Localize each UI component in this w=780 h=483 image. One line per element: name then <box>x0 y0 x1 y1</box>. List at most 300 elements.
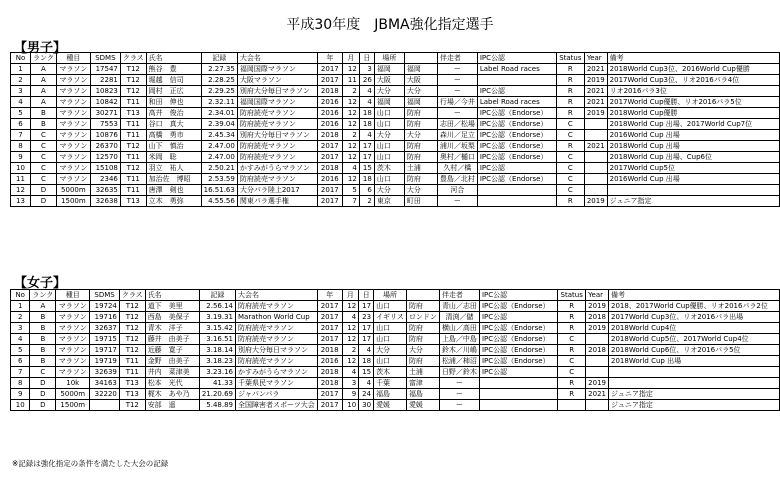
cell-sdms: 32637 <box>90 323 120 334</box>
header-ipc: IPC公認 <box>479 290 557 301</box>
cell-competition: 防府読売マラソン <box>237 119 317 130</box>
cell-record: 3.15.42 <box>199 323 235 334</box>
cell-year: 2017 <box>317 400 342 411</box>
cell-month: 9 <box>342 389 359 400</box>
cell-rank: B <box>30 312 56 323</box>
cell-ipc: IPC公認（Endorse） <box>477 130 556 141</box>
men-table <box>10 52 780 207</box>
cell-rank: D <box>30 378 56 389</box>
cell-year: 2016 <box>317 119 342 130</box>
cell-place-city: 愛媛 <box>406 400 439 411</box>
cell-guide: 久村／橋 <box>437 163 477 174</box>
cell-class: T12 <box>120 75 146 86</box>
cell-year: 2018 <box>317 345 342 356</box>
cell-ipc <box>477 185 556 196</box>
cell-status-year: 2021 <box>586 389 609 400</box>
cell-class: T11 <box>120 152 146 163</box>
cell-no: 12 <box>11 185 31 196</box>
cell-class: T12 <box>119 400 145 411</box>
cell-month: 2 <box>342 86 359 97</box>
cell-status-year: 2018 <box>586 312 609 323</box>
cell-guide: ー <box>439 400 479 411</box>
cell-day: 2 <box>359 196 374 207</box>
cell-day: 18 <box>359 174 374 185</box>
cell-no: 1 <box>11 64 31 75</box>
cell-year: 2017 <box>317 312 342 323</box>
cell-rank: A <box>31 97 57 108</box>
cell-name: 谷口 真大 <box>146 119 201 130</box>
cell-record: 3.16.51 <box>199 334 235 345</box>
cell-rank: B <box>30 345 56 356</box>
cell-day: 17 <box>359 152 374 163</box>
cell-place-pref: 福岡 <box>374 64 404 75</box>
cell-status-year: 2019 <box>584 75 607 86</box>
cell-record: 2.47.00 <box>201 141 237 152</box>
cell-place-city: 防府 <box>404 119 437 130</box>
cell-place-pref: 千葉 <box>374 378 407 389</box>
table-row <box>11 64 780 75</box>
cell-sdms: 12570 <box>90 152 120 163</box>
cell-status: C <box>556 152 584 163</box>
cell-event: マラソン <box>56 141 90 152</box>
cell-name: 松本 光代 <box>145 378 199 389</box>
cell-no: 9 <box>11 152 31 163</box>
cell-record: 2.47.00 <box>201 152 237 163</box>
cell-ipc: IPC公認 <box>477 163 556 174</box>
cell-class: T13 <box>120 108 146 119</box>
cell-sdms: 30271 <box>90 108 120 119</box>
cell-record: 2.39.04 <box>201 119 237 130</box>
cell-no: 2 <box>11 75 31 86</box>
cell-notes: 2018World Cup 出場 <box>609 356 780 367</box>
cell-event: マラソン <box>56 323 90 334</box>
cell-ipc: IPC公認（Endorse） <box>477 141 556 152</box>
cell-sdms: 2281 <box>90 75 120 86</box>
cell-name: 金野 由美子 <box>145 356 199 367</box>
cell-event: マラソン <box>56 163 90 174</box>
cell-competition: 別府大分毎日マラソン <box>237 130 317 141</box>
cell-place-city: 防府 <box>406 356 439 367</box>
cell-no: 2 <box>11 312 30 323</box>
cell-record: 21.20.69 <box>199 389 235 400</box>
cell-guide: 鈴木／川嶋 <box>439 345 479 356</box>
cell-month: 12 <box>342 356 359 367</box>
cell-event: マラソン <box>56 301 90 312</box>
cell-status-year: 2021 <box>584 141 607 152</box>
table-row <box>11 301 780 312</box>
cell-day: 17 <box>359 334 374 345</box>
cell-guide: 奥村／樋口 <box>437 152 477 163</box>
cell-month: 3 <box>342 378 359 389</box>
cell-rank: D <box>30 389 56 400</box>
page-title: 平成30年度 JBMA強化指定選手 <box>286 17 494 33</box>
cell-place-pref: 山口 <box>374 119 404 130</box>
header-guide: 伴走者 <box>437 53 477 64</box>
cell-event: マラソン <box>56 356 90 367</box>
cell-year: 2018 <box>317 86 342 97</box>
cell-month: 12 <box>342 64 359 75</box>
cell-ipc <box>479 400 557 411</box>
header-month: 月 <box>342 290 359 301</box>
cell-guide: ー <box>437 108 477 119</box>
cell-class: T12 <box>119 323 145 334</box>
cell-status: R <box>558 312 586 323</box>
cell-month: 10 <box>342 400 359 411</box>
cell-competition: かすみがうらマラソン <box>236 367 318 378</box>
cell-status-year: 2019 <box>586 323 609 334</box>
cell-status-year: 2019 <box>584 108 607 119</box>
cell-status: C <box>558 367 586 378</box>
cell-month: 12 <box>342 119 359 130</box>
cell-event: マラソン <box>56 86 90 97</box>
cell-day: 17 <box>359 301 374 312</box>
cell-event: 1500m <box>56 196 90 207</box>
cell-record: 4.55.56 <box>201 196 237 207</box>
cell-place-city: 大分 <box>404 130 437 141</box>
cell-no: 5 <box>11 108 31 119</box>
cell-status: R <box>558 378 586 389</box>
header-sdms: SDMS <box>90 53 120 64</box>
table-row <box>11 378 780 389</box>
cell-class: T11 <box>120 174 146 185</box>
cell-ipc: IPC公認（Endorse） <box>479 356 557 367</box>
cell-day: 15 <box>359 163 374 174</box>
cell-month: 12 <box>342 174 359 185</box>
cell-year: 2018 <box>317 163 342 174</box>
cell-name: 加治佐 博昭 <box>146 174 201 185</box>
cell-status-year <box>584 163 607 174</box>
cell-place-pref: 山口 <box>374 301 407 312</box>
cell-class: T12 <box>119 301 145 312</box>
cell-year: 2016 <box>317 174 342 185</box>
cell-day: 4 <box>359 130 374 141</box>
cell-notes: 2018World Cup 出場、Cup6位 <box>607 152 779 163</box>
cell-sdms: 10842 <box>90 97 120 108</box>
cell-notes <box>609 378 780 389</box>
cell-sdms: 15108 <box>90 163 120 174</box>
cell-status-year: 2019 <box>586 301 609 312</box>
cell-event: 5000m <box>56 185 90 196</box>
cell-event: マラソン <box>56 152 90 163</box>
cell-sdms: 19715 <box>90 334 120 345</box>
cell-notes: 2018World Cup4位 <box>609 323 780 334</box>
cell-sdms: 19724 <box>90 301 120 312</box>
cell-month: 11 <box>342 75 359 86</box>
cell-record: 2.32.11 <box>201 97 237 108</box>
cell-place-city: ロンドン <box>406 312 439 323</box>
cell-notes: 2018、2017World Cup優勝、リオ2016パラ2位 <box>609 301 780 312</box>
cell-guide: 上島／中島 <box>439 334 479 345</box>
cell-no: 4 <box>11 334 30 345</box>
table-row <box>11 86 780 97</box>
cell-status-year <box>586 367 609 378</box>
cell-notes: 2018World Cup 出場、2017World Cup7位 <box>607 119 779 130</box>
table-row <box>11 323 780 334</box>
cell-competition: 防府読売マラソン <box>237 108 317 119</box>
cell-ipc: IPC公認（Endorse） <box>477 174 556 185</box>
cell-day: 6 <box>359 185 374 196</box>
cell-rank: C <box>31 174 57 185</box>
cell-status-year: 2021 <box>584 97 607 108</box>
cell-sdms: 19716 <box>90 312 120 323</box>
cell-guide: 松浦／柿沼 <box>439 356 479 367</box>
cell-class: T11 <box>119 367 145 378</box>
cell-place-pref: 茨木 <box>374 163 404 174</box>
cell-competition: 別府大分毎日マラソン <box>237 86 317 97</box>
cell-sdms: 7553 <box>90 119 120 130</box>
cell-rank: C <box>31 163 57 174</box>
cell-rank: C <box>30 367 56 378</box>
cell-event: マラソン <box>56 345 90 356</box>
men-header-row <box>11 53 780 64</box>
cell-month: 12 <box>342 97 359 108</box>
table-row <box>11 97 780 108</box>
cell-status <box>558 400 586 411</box>
cell-status-year: 2019 <box>586 378 609 389</box>
cell-notes: リオ2016パラ3位 <box>607 86 779 97</box>
cell-class: T12 <box>120 86 146 97</box>
cell-status: R <box>556 97 584 108</box>
cell-place-pref: 大阪 <box>374 75 404 86</box>
cell-place-city: 大分 <box>404 86 437 97</box>
cell-competition: 千葉県民マラソン <box>236 378 318 389</box>
cell-name: 青木 洋子 <box>145 323 199 334</box>
cell-year: 2016 <box>317 108 342 119</box>
cell-name: 米岡 聡 <box>146 152 201 163</box>
cell-month: 12 <box>342 334 359 345</box>
cell-place-city: 防府 <box>404 141 437 152</box>
cell-guide: 豊島／北村 <box>437 174 477 185</box>
cell-rank: B <box>31 108 57 119</box>
cell-rank: A <box>31 86 57 97</box>
cell-guide: 浦川／坂梨 <box>437 141 477 152</box>
cell-year: 2017 <box>317 334 342 345</box>
cell-place-city: 大分 <box>404 185 437 196</box>
cell-sdms: 32220 <box>90 389 120 400</box>
header-name: 氏名 <box>146 53 201 64</box>
cell-competition: 福岡国際マラソン <box>237 64 317 75</box>
header-month: 月 <box>342 53 359 64</box>
cell-name: 高井 俊治 <box>146 108 201 119</box>
cell-year: 2016 <box>317 356 342 367</box>
cell-place-city: 大分 <box>406 345 439 356</box>
cell-sdms: 19717 <box>90 345 120 356</box>
cell-day: 17 <box>359 141 374 152</box>
cell-month: 12 <box>342 301 359 312</box>
cell-place-city: 防府 <box>404 152 437 163</box>
table-row <box>11 75 780 86</box>
cell-competition: 防府読売マラソン <box>237 141 317 152</box>
cell-year: 2017 <box>317 323 342 334</box>
header-status-year: Year <box>584 53 607 64</box>
table-row <box>11 119 780 130</box>
cell-competition: 防府読売マラソン <box>236 323 318 334</box>
cell-notes: 2017World Cup優勝、リオ2016パラ5位 <box>607 97 779 108</box>
cell-notes: 2018World Cup 出場 <box>607 141 779 152</box>
cell-competition: 防府読売マラソン <box>237 152 317 163</box>
cell-guide: 森川／足立 <box>437 130 477 141</box>
cell-ipc: IPC公認 <box>479 312 557 323</box>
cell-competition: 別府大分毎日マラソン <box>236 345 318 356</box>
cell-class: T11 <box>120 97 146 108</box>
cell-guide: 清渕／儲 <box>439 312 479 323</box>
cell-ipc <box>477 196 556 207</box>
cell-place-pref: 茨木 <box>374 367 407 378</box>
header-event: 種目 <box>56 290 90 301</box>
cell-place-pref: 山口 <box>374 152 404 163</box>
header-place-pref: 場所 <box>374 53 404 64</box>
header-record: 記録 <box>199 290 235 301</box>
cell-place-city: 防府 <box>406 334 439 345</box>
cell-place-pref: イギリス <box>374 312 407 323</box>
cell-notes: 2018World Cup5位、2017World Cup4位 <box>609 334 780 345</box>
cell-status: R <box>558 389 586 400</box>
cell-no: 8 <box>11 141 31 152</box>
header-class: クラス <box>120 53 146 64</box>
cell-rank: A <box>31 75 57 86</box>
cell-record: 5.48.89 <box>199 400 235 411</box>
cell-status-year: 2018 <box>586 345 609 356</box>
cell-record: 16.51.63 <box>201 185 237 196</box>
cell-place-city: 防府 <box>404 174 437 185</box>
cell-competition: 関東パラ選手権 <box>237 196 317 207</box>
cell-sdms: 19719 <box>90 356 120 367</box>
cell-status: C <box>558 334 586 345</box>
cell-no: 13 <box>11 196 31 207</box>
header-notes: 備考 <box>609 290 780 301</box>
cell-rank: A <box>31 64 57 75</box>
cell-status-year: 2021 <box>584 86 607 97</box>
cell-place-city: 大阪 <box>404 75 437 86</box>
cell-sdms <box>90 400 120 411</box>
cell-day: 30 <box>359 400 374 411</box>
cell-month: 4 <box>342 312 359 323</box>
cell-event: マラソン <box>56 367 90 378</box>
cell-status-year: 2019 <box>584 196 607 207</box>
cell-year: 2017 <box>317 141 342 152</box>
table-row <box>11 130 780 141</box>
cell-place-pref: 山口 <box>374 174 404 185</box>
cell-day: 3 <box>359 64 374 75</box>
cell-competition: 防府読売マラソン <box>237 174 317 185</box>
cell-place-pref: 山口 <box>374 334 407 345</box>
cell-month: 5 <box>342 185 359 196</box>
cell-competition: かすみがうらマラソン <box>237 163 317 174</box>
cell-year: 2017 <box>317 75 342 86</box>
cell-place-city: 土浦 <box>404 163 437 174</box>
cell-status: R <box>558 323 586 334</box>
table-row <box>11 152 780 163</box>
cell-sdms: 32639 <box>90 367 120 378</box>
cell-place-city: 福島 <box>406 389 439 400</box>
cell-event: 1500m <box>56 400 90 411</box>
cell-day: 4 <box>359 378 374 389</box>
cell-ipc: IPC公認（Endorse） <box>479 345 557 356</box>
cell-status: R <box>556 86 584 97</box>
cell-year: 2018 <box>317 130 342 141</box>
cell-name: 井内 菜津美 <box>145 367 199 378</box>
cell-status: C <box>556 174 584 185</box>
cell-status-year <box>586 334 609 345</box>
cell-ipc: Label Road races <box>477 64 556 75</box>
cell-event: マラソン <box>56 97 90 108</box>
cell-guide: ー <box>437 196 477 207</box>
men-section-heading: 【男子】 <box>14 41 67 56</box>
cell-notes: 2018World Cup優勝 <box>607 108 779 119</box>
cell-ipc <box>479 378 557 389</box>
cell-no: 7 <box>11 367 30 378</box>
header-class: クラス <box>119 290 145 301</box>
cell-competition: 防府読売マラソン <box>236 356 318 367</box>
women-table <box>10 289 780 411</box>
table-row <box>11 185 780 196</box>
cell-no: 6 <box>11 119 31 130</box>
cell-day: 4 <box>359 345 374 356</box>
cell-status-year <box>584 185 607 196</box>
cell-guide: ー <box>437 75 477 86</box>
cell-class: T11 <box>120 119 146 130</box>
cell-rank: A <box>30 301 56 312</box>
cell-ipc: IPC公認（Endorse） <box>479 301 557 312</box>
women-header-row <box>11 290 780 301</box>
cell-place-pref: 山口 <box>374 356 407 367</box>
cell-record: 2.50.21 <box>201 163 237 174</box>
cell-rank: B <box>30 356 56 367</box>
cell-name: 羽立 祐人 <box>146 163 201 174</box>
cell-place-pref: 東京 <box>374 196 404 207</box>
header-place-pref: 場所 <box>374 290 407 301</box>
cell-place-pref: 大分 <box>374 130 404 141</box>
cell-place-city: 防府 <box>404 108 437 119</box>
cell-day: 23 <box>359 312 374 323</box>
cell-event: 10k <box>56 378 90 389</box>
cell-year: 2017 <box>317 196 342 207</box>
cell-status: R <box>556 75 584 86</box>
cell-month: 12 <box>342 141 359 152</box>
header-status: Status <box>556 53 584 64</box>
cell-no: 3 <box>11 323 30 334</box>
cell-status: C <box>556 185 584 196</box>
cell-place-city: 防府 <box>406 301 439 312</box>
cell-status-year <box>586 400 609 411</box>
cell-place-city: 福岡 <box>404 64 437 75</box>
cell-year: 2017 <box>317 185 342 196</box>
cell-status: R <box>556 141 584 152</box>
cell-record: 2.53.59 <box>201 174 237 185</box>
cell-status-year <box>584 130 607 141</box>
cell-place-pref: 大分 <box>374 86 404 97</box>
header-no: No <box>11 53 31 64</box>
cell-record: 3.18.14 <box>199 345 235 356</box>
cell-month: 7 <box>342 196 359 207</box>
cell-sdms: 10876 <box>90 130 120 141</box>
cell-guide: ー <box>437 64 477 75</box>
cell-rank: D <box>31 185 57 196</box>
cell-day: 15 <box>359 367 374 378</box>
table-row <box>11 345 780 356</box>
cell-sdms: 10823 <box>90 86 120 97</box>
cell-competition: 福岡国際マラソン <box>237 97 317 108</box>
header-notes: 備考 <box>607 53 779 64</box>
cell-name: 立木 勇弥 <box>146 196 201 207</box>
cell-no: 3 <box>11 86 31 97</box>
cell-class: T12 <box>120 163 146 174</box>
cell-month: 12 <box>342 323 359 334</box>
cell-class: T12 <box>120 141 146 152</box>
cell-ipc: IPC公認 <box>479 367 557 378</box>
cell-record: 2.34.01 <box>201 108 237 119</box>
cell-day: 24 <box>359 389 374 400</box>
